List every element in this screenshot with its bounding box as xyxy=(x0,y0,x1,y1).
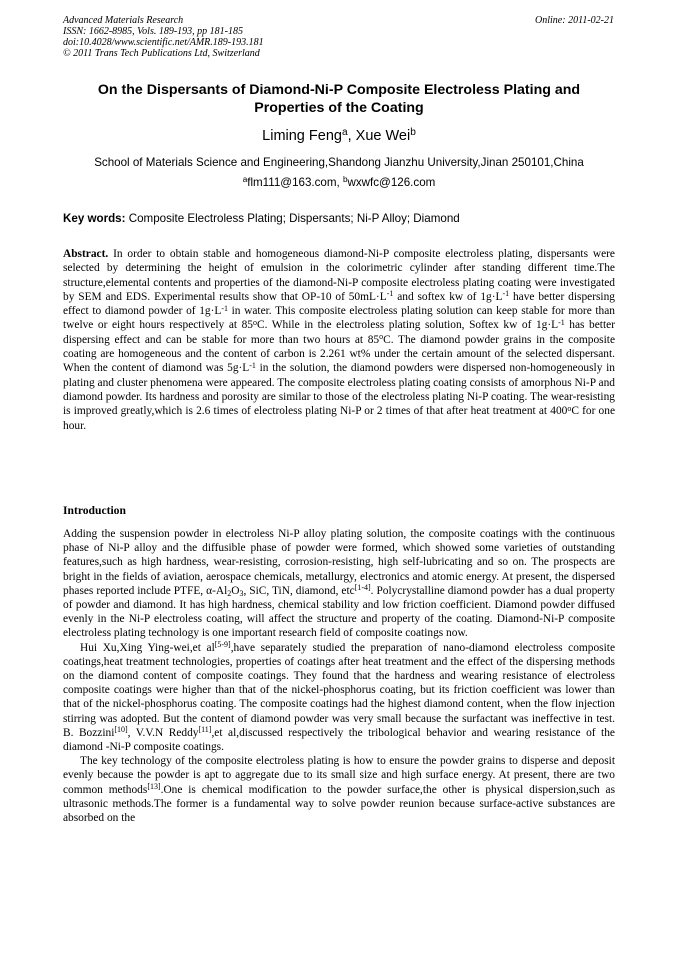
paragraph xyxy=(63,754,615,825)
keywords-label: Key words: xyxy=(63,212,126,225)
abstract-text: In order to obtain stable and homogeneous diamond-Ni-P composite electroless plating, dispersants were selected by determining the height of emulsion in the colorimetric cylinder after standing different time.The structure,elemental contents and properties of the diamond-Ni-P composite electroless plating coating were investigated by SEM and EDS. Experimental results show that OP-10 of 50mL·L xyxy=(63,248,615,303)
paragraph-text: .One is chemical modification to the powder surface,the other is physical dispersion,such as ultrasonic methods.The former is a fundamental way to solve powder reunion because surface-active substances are absorbed on the xyxy=(63,783,615,825)
affiliation: School of Materials Science and Engineering,Shandong Jianzhu University,Jinan 250101,China xyxy=(94,156,584,169)
abstract-text: in the solution, the diamond powders were dispersed non-homogeneously in plating and cluster phenomena were appeared. The composite electroless plating coating consists of amorphous Ni-P and diamond powder. Its hardness and porosity are similar to those of the electroless plating Ni-P coating. The wear-resisting is improved greatly,which is 2.6 times of electroless plating Ni-P or 2 times of that after heat treatment at 400 xyxy=(63,362,615,418)
affil-mark: a xyxy=(341,127,348,139)
abstract-text: in water. This composite electroless plating solution can keep stable for more than twelve or eight hours respectively at 85 xyxy=(63,305,615,332)
citation: [13] xyxy=(147,782,161,792)
superscript: -1 xyxy=(221,303,229,313)
title-line-2: Properties of the Coating xyxy=(254,100,424,116)
abstract-text: and softex kw of 1g·L xyxy=(393,290,503,303)
paragraph-text: , V.V.N Reddy xyxy=(127,726,199,739)
journal-name: Advanced Materials Research xyxy=(63,15,184,26)
introduction-body xyxy=(63,527,615,825)
subscript: 2 xyxy=(227,588,232,598)
doi-line: doi:10.4028/www.scientific.net/AMR.189-193.181 xyxy=(63,37,264,48)
paragraph-text: The key technology of the composite electroless plating is how to ensure the powder grains to disperse and deposit evenly because the powder is apt to aggregate due to its small size and high surface energy. At present, there are two common methods xyxy=(63,755,615,796)
keywords-text: Composite Electroless Plating; Dispersants; Ni-P Alloy; Diamond xyxy=(125,212,460,225)
abstract-text: C for one hour. xyxy=(63,405,616,432)
superscript: -1 xyxy=(558,317,565,327)
author-name: Xue Wei xyxy=(355,128,411,144)
superscript: o xyxy=(379,332,384,342)
superscript: o xyxy=(253,317,257,327)
email-link[interactable]: wxwfc@126.com xyxy=(347,176,436,189)
copyright-line: © 2011 Trans Tech Publications Ltd, Switzerland xyxy=(63,48,260,59)
paragraph xyxy=(63,641,615,755)
journal-header xyxy=(63,15,264,59)
superscript: o xyxy=(567,403,572,413)
issn-line: ISSN: 1662-8985, Vols. 189-193, pp 181-185 xyxy=(63,26,243,37)
abstract-label: Abstract. xyxy=(63,248,109,260)
abstract xyxy=(63,247,615,433)
paragraph-text: . Polycrystalline diamond powder has a dual property of powder and diamond. It has high hardness, chemical stability and low friction coefficient. Diamond powder diffused evenly in the Ni-P electroless coating, will affect the structure and property of the coating. Diamond-Ni-P composite electroless plating technology is one important research field of composite coatings now. xyxy=(63,584,616,640)
author-separator: , xyxy=(347,128,356,144)
paragraph-text: , SiC, TiN, diamond, etc xyxy=(243,584,355,597)
abstract-text: have better dispersing effect to diamond powder of 1g·L xyxy=(63,290,615,318)
paragraph-text: Adding the suspension powder in electroless Ni-P alloy plating solution, the composite coatings with the continuous phase of Ni-P alloy and the diffusible phase of powder were formed, which showed some varieties of outstanding features,such as high hardness, wear-resisting, corrosion-resisting, high self-lubricating and so on. The prospects are bright in the fields of aviation, aerospace chemicals, metallurgy, electronics and atomic energy. At present, the dispersed phases reported include PTFE, α-Al xyxy=(63,528,615,597)
paragraph-text: O xyxy=(231,584,240,597)
affil-mark: a xyxy=(242,175,248,185)
citation: [1-4] xyxy=(354,583,371,593)
keywords xyxy=(63,211,615,226)
superscript: -1 xyxy=(502,289,510,299)
paragraph xyxy=(63,527,615,641)
paragraph-text: ,have separately studied the preparation of nano-diamond electroless composite coatings,heat treatment technologies, properties of coatings after heat treatment and the effect of the dispersing methods on the diamond content of composite coatings. They found that the hardness and wearing resistance of electroless composite coatings were higher than that of the nickel-phosphorus coating, but its friction coefficient was lower than that of the nickel-phosphorus coating. The composite coatings had the highest diamond content, when the flow injection stirring was adopted. But the content of diamond powder was very small because the surfactant was ineffective in test. B. Bozzini xyxy=(63,641,615,739)
superscript: -1 xyxy=(249,360,256,370)
online-date: Online: 2011-02-21 xyxy=(535,15,614,26)
author-name: Liming Feng xyxy=(262,128,342,144)
author-list xyxy=(63,127,615,145)
citation: [5-9] xyxy=(214,640,231,650)
subscript: 3 xyxy=(239,588,244,598)
author-emails xyxy=(63,175,615,190)
citation: [11] xyxy=(198,725,212,735)
title-line-1: On the Dispersants of Diamond-Ni-P Composite Electroless Plating and xyxy=(97,82,581,98)
paragraph-text: Hui Xu,Xing Ying-wei,et al xyxy=(80,641,215,654)
email-link[interactable]: flm111@163.com, xyxy=(247,176,343,189)
abstract-text: has better dispersing effect and can be stable for more than two hours at 85 xyxy=(63,319,615,346)
superscript: -1 xyxy=(386,289,394,299)
abstract-text: C. While in the electroless plating solution, Softex kw of 1g·L xyxy=(256,319,559,332)
affil-mark: b xyxy=(342,175,348,185)
paragraph-text: ,et al,discussed respectively the tribological behavior and wearing resistance of the diamond -Ni-P composite coatings. xyxy=(63,726,615,754)
section-heading: Introduction xyxy=(63,504,126,517)
citation: [10] xyxy=(114,725,128,735)
abstract-text: C. The diamond powder grains in the composite coating are homogeneous and the content of carbon is 2.261 wt% under the certain amount of the selected dispersant. When the content of diamond was 5g·L xyxy=(63,333,616,375)
affil-mark: b xyxy=(410,127,416,139)
paper-title xyxy=(63,81,615,117)
